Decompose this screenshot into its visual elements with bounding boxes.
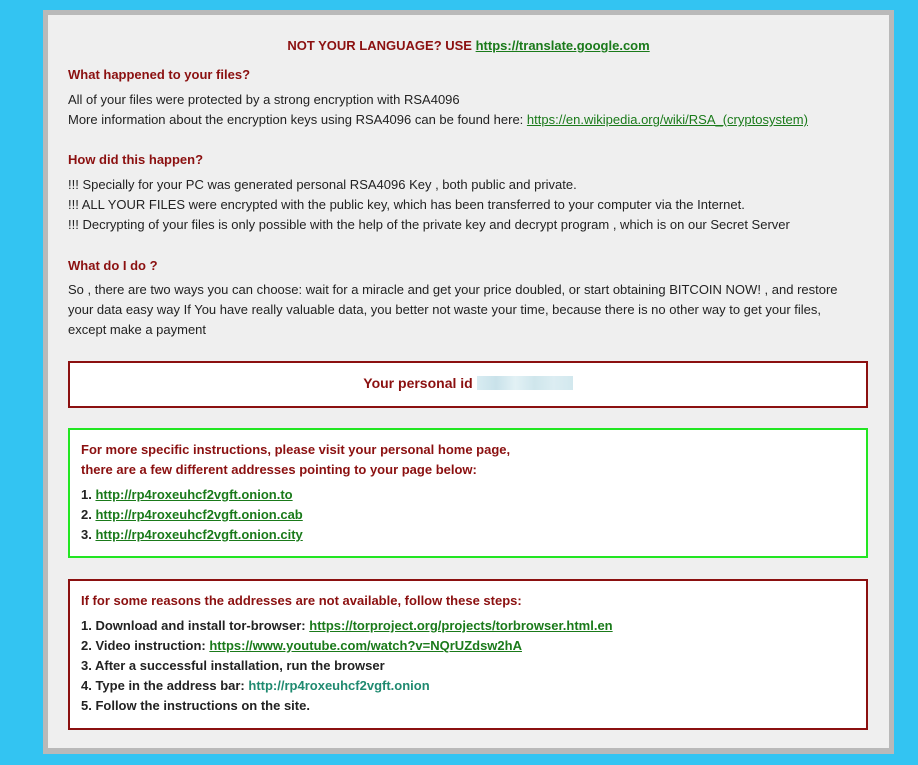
onion-link-number: 2. (81, 507, 92, 522)
language-banner (48, 38, 889, 53)
instructions-content (81, 440, 510, 545)
language-banner-text: NOT YOUR LANGUAGE? USE (287, 38, 472, 53)
personal-id-box (68, 361, 868, 408)
onion-link-item (81, 485, 510, 505)
section3-heading: What do I do ? (68, 258, 158, 273)
step-2 (81, 636, 613, 656)
onion-link-item (81, 505, 510, 525)
section1-body (68, 90, 808, 130)
video-instruction-link[interactable]: https://www.youtube.com/watch?v=NQrUZdsw2hA (209, 638, 522, 653)
step-2-text: 2. Video instruction: (81, 638, 206, 653)
steps-box (68, 579, 868, 730)
steps-intro: If for some reasons the addresses are not available, follow these steps: (81, 593, 522, 608)
step-4 (81, 676, 613, 696)
section3-line-1: So , there are two ways you can choose: wait for a miracle and get your price doubled, or start obtaining BITCOIN NOW! , and restore (68, 282, 838, 297)
personal-id-redacted (477, 376, 573, 390)
onion-link-cab[interactable]: http://rp4roxeuhcf2vgft.onion.cab (95, 507, 303, 522)
step-4-text: 4. Type in the address bar: (81, 678, 245, 693)
section3-body (68, 280, 838, 340)
instructions-line-1: For more specific instructions, please visit your personal home page, (81, 442, 511, 457)
section1-line-1: All of your files were protected by a strong encryption with RSA4096 (68, 92, 460, 107)
section2-line-2: !!! ALL YOUR FILES were encrypted with the public key, which has been transferred to your computer via the Internet. (68, 197, 745, 212)
onion-link-number: 3. (81, 527, 92, 542)
tor-download-link[interactable]: https://torproject.org/projects/torbrowser.html.en (309, 618, 613, 633)
onion-link-item (81, 525, 510, 545)
step-1 (81, 616, 613, 636)
wikipedia-link[interactable]: https://en.wikipedia.org/wiki/RSA_(cryptosystem) (526, 112, 808, 127)
onion-address: http://rp4roxeuhcf2vgft.onion (248, 678, 430, 693)
section1-line-2-text: More information about the encryption keys using RSA4096 can be found here: (68, 112, 524, 127)
step-5: 5. Follow the instructions on the site. (81, 698, 310, 713)
instructions-line-2: there are a few different addresses pointing to your page below: (81, 462, 477, 477)
section3-line-3: except make a payment (68, 322, 207, 337)
section2-body (68, 175, 790, 235)
section3-line-2: your data easy way If You have really valuable data, you better not waste your time, because there is no other way to get your files, (68, 302, 821, 317)
onion-link-to[interactable]: http://rp4roxeuhcf2vgft.onion.to (95, 487, 293, 502)
section1-line-2 (68, 110, 808, 130)
instructions-box (68, 428, 868, 558)
steps-content (81, 591, 613, 716)
translate-link[interactable]: https://translate.google.com (475, 38, 650, 53)
section1-heading: What happened to your files? (68, 67, 251, 82)
personal-id-label: Your personal id (363, 375, 473, 391)
onion-link-city[interactable]: http://rp4roxeuhcf2vgft.onion.city (95, 527, 303, 542)
section2-line-1: !!! Specially for your PC was generated personal RSA4096 Key , both public and private. (68, 177, 577, 192)
ransom-note-panel (48, 15, 889, 748)
personal-id-row (70, 375, 866, 391)
step-1-text: 1. Download and install tor-browser: (81, 618, 306, 633)
section2-line-3: !!! Decrypting of your files is only possible with the help of the private key and decrypt program , which is on our Secret Server (68, 217, 790, 232)
step-3: 3. After a successful installation, run the browser (81, 658, 385, 673)
onion-link-number: 1. (81, 487, 92, 502)
section2-heading: How did this happen? (68, 152, 204, 167)
